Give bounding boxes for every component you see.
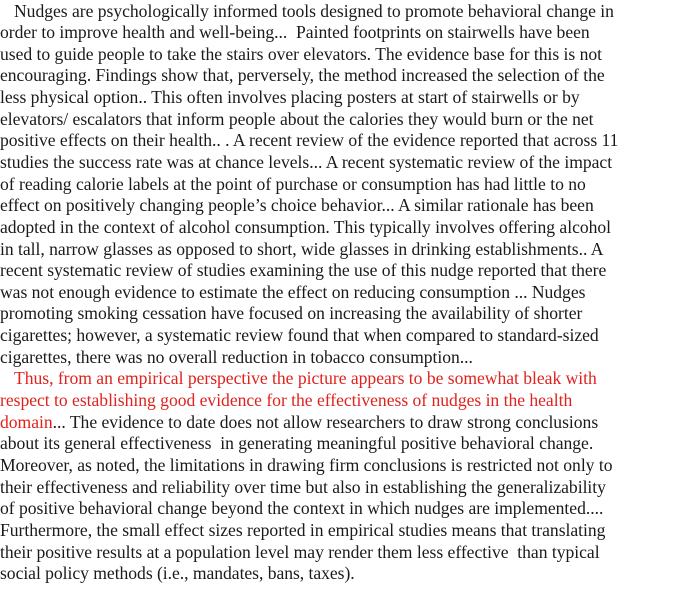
text-line: positive effects on their health.. . A recent review of the evidence reported that across 11 (0, 130, 619, 151)
text-line: used to guide people to take the stairs over elevators. The evidence base for this is not (0, 43, 603, 64)
text-line: recent systematic review of studies examining the use of this nudge reported that there (0, 260, 607, 281)
text-line: Moreover, as noted, the limitations in drawing firm conclusions is restricted not only to (0, 454, 613, 475)
text-line (0, 411, 696, 433)
text-line: their positive results at a population level may render them less effective than typical (0, 541, 600, 562)
text-line: studies the success rate was at chance levels... A recent systematic review of the impact (0, 151, 613, 172)
text-line: social policy methods (i.e., mandates, bans, taxes). (0, 563, 355, 584)
text-line: of reading calorie labels at the point of purchase or consumption has had little to no (0, 173, 586, 194)
text-line: of positive behavioral change beyond the context in which nudges are implemented.... (0, 498, 604, 519)
text-line: effect on positively changing people’s choice behavior... A similar rationale has been (0, 195, 594, 216)
highlighted-text-fragment: domain (0, 411, 53, 432)
text-line: Furthermore, the small effect sizes reported in empirical studies means that translating (0, 519, 606, 540)
text-line: elevators/ escalators that inform people about the calories they would burn or the net (0, 108, 594, 129)
text-line: their effectiveness and reliability over time but also in establishing the generalizability (0, 476, 606, 497)
paragraph-2 (0, 367, 696, 584)
text-line: encouraging. Findings show that, perversely, the method increased the selection of the (0, 65, 605, 86)
text-line: adopted in the context of alcohol consumption. This typically involves offering alcohol (0, 216, 612, 237)
text-line: promoting smoking cessation have focused on increasing the availability of shorter (0, 303, 583, 324)
text-line: Nudges are psychologically informed tools designed to promote behavioral change in (14, 0, 614, 21)
text-line: order to improve health and well-being... Painted footprints on stairwells have been (0, 22, 590, 43)
highlighted-text-line: Thus, from an empirical perspective the picture appears to be somewhat bleak with (14, 368, 597, 389)
text-line: about its general effectiveness in generating meaningful positive behavioral change. (0, 433, 594, 454)
text-fragment: ... The evidence to date does not allow researchers to draw strong conclusions (52, 411, 599, 432)
text-line: less physical option.. This often involves placing posters at start of stairwells or by (0, 87, 580, 108)
text-line: cigarettes, there was no overall reduction in tobacco consumption... (0, 346, 473, 367)
text-line: in tall, narrow glasses as opposed to short, wide glasses in drinking establishments.. A (0, 238, 604, 259)
highlighted-text-line: respect to establishing good evidence for the effectiveness of nudges in the health (0, 390, 573, 411)
text-line: was not enough evidence to estimate the effect on reducing consumption ... Nudges (0, 281, 586, 302)
text-line: cigarettes; however, a systematic review found that when compared to standard-sized (0, 325, 599, 346)
